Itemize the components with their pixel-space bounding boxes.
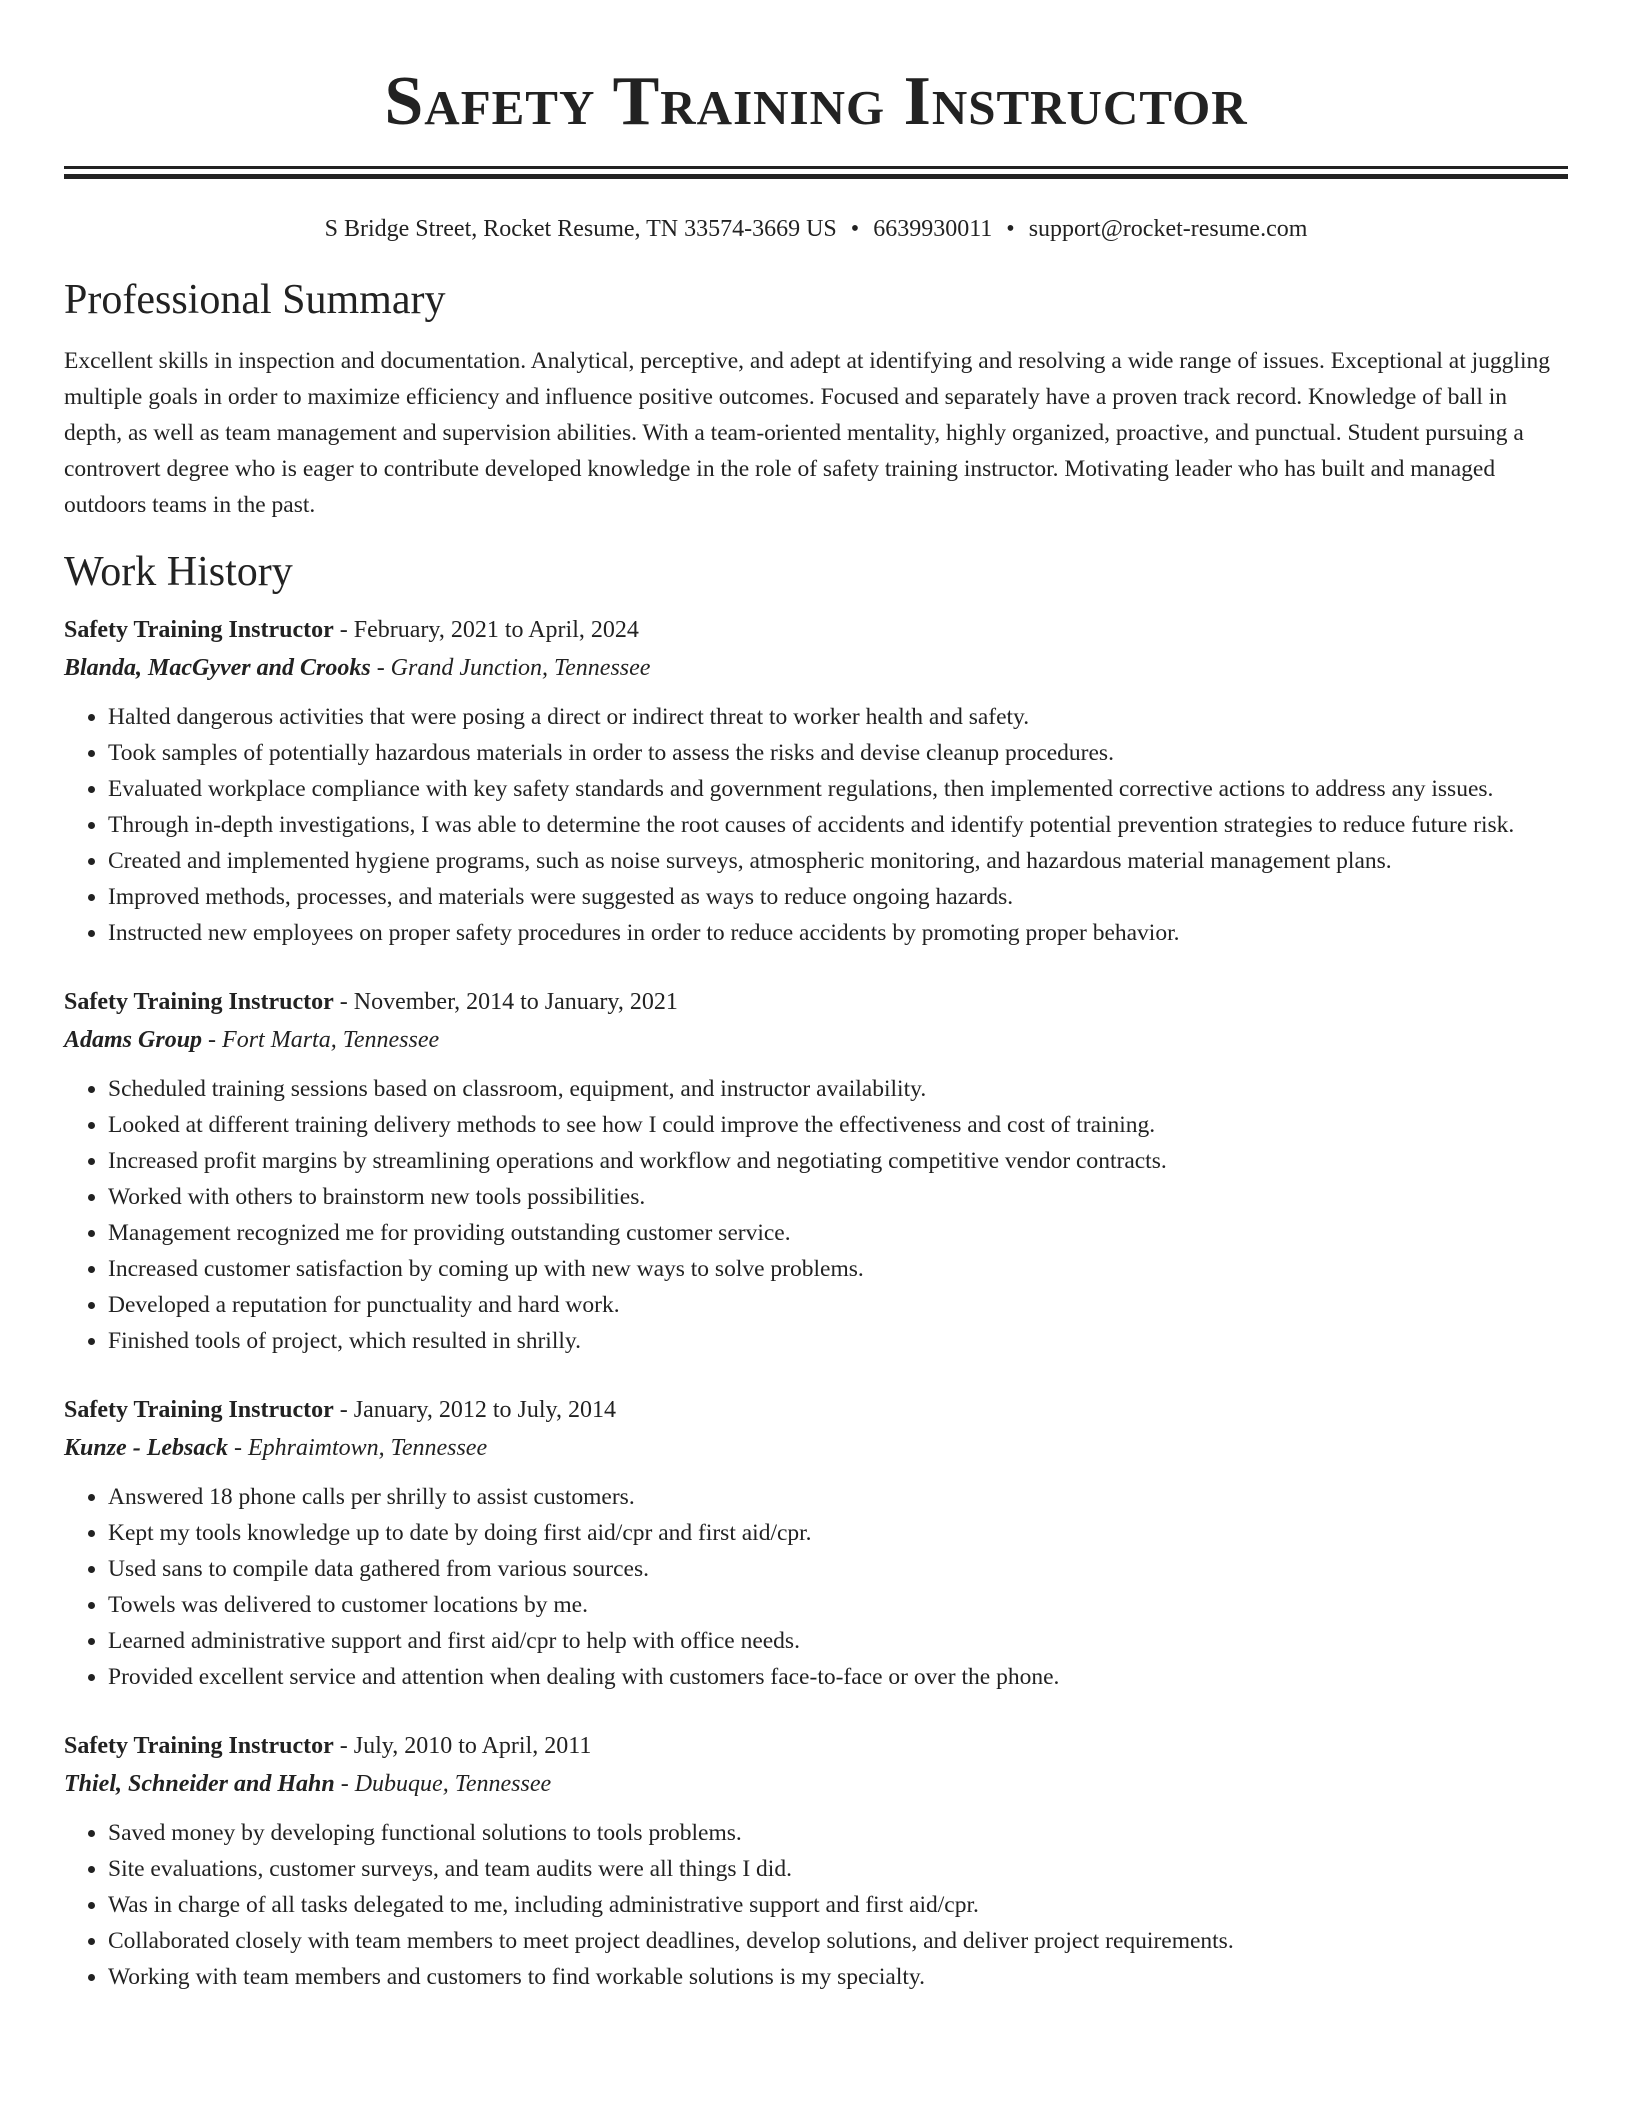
duty-item: • Improved methods, processes, and materials were suggested as ways to reduce ongoing hazards. (108, 879, 1568, 915)
job-dates: - January, 2012 to July, 2014 (333, 1397, 616, 1423)
duty-item: • Kept my tools knowledge up to date by doing first aid/cpr and first aid/cpr. (108, 1515, 1568, 1551)
duty-item: • Developed a reputation for punctuality and hard work. (108, 1287, 1568, 1323)
duty-item: • Finished tools of project, which resulted in shrilly. (108, 1323, 1568, 1359)
duty-item: • Created and implemented hygiene programs, such as noise surveys, atmospheric monitoring, and hazardous material management plans. (108, 843, 1568, 879)
duty-item: • Working with team members and customers to find workable solutions is my specialty. (108, 1959, 1568, 1995)
job-entry (64, 1727, 1568, 1995)
job-dates: - February, 2021 to April, 2024 (333, 617, 639, 643)
page-title: Safety Training Instructor (384, 63, 1248, 140)
company-line (64, 649, 1568, 687)
company-name: Thiel, Schneider and Hahn (64, 1771, 335, 1797)
job-entry (64, 611, 1568, 951)
title-divider-top (64, 166, 1568, 169)
contact-email: support@rocket-resume.com (1028, 216, 1308, 242)
duty-item: • Saved money by developing functional solutions to tools problems. (108, 1815, 1568, 1851)
title-divider-bottom (64, 174, 1568, 179)
company-line (64, 1021, 1568, 1059)
job-title: Safety Training Instructor (64, 989, 334, 1015)
duty-item: • Instructed new employees on proper safety procedures in order to reduce accidents by promoting proper behavior. (108, 915, 1568, 951)
contact-separator: • (850, 216, 860, 242)
job-title-line (64, 1391, 1568, 1429)
job-dates: - November, 2014 to January, 2021 (333, 989, 678, 1015)
contact-address: S Bridge Street, Rocket Resume, TN 33574-3669 US (324, 216, 837, 242)
resume-page (64, 0, 1568, 1995)
duty-item: • Worked with others to brainstorm new tools possibilities. (108, 1179, 1568, 1215)
duty-list (64, 1815, 1568, 1995)
duty-item: • Was in charge of all tasks delegated to me, including administrative support and first aid/cpr. (108, 1887, 1568, 1923)
contact-line (64, 213, 1568, 245)
summary-heading: Professional Summary (64, 277, 446, 323)
duty-item: • Increased customer satisfaction by coming up with new ways to solve problems. (108, 1251, 1568, 1287)
duty-item: • Increased profit margins by streamlining operations and workflow and negotiating competitive vendor contracts. (108, 1143, 1568, 1179)
job-title-line (64, 611, 1568, 649)
work-history-heading: Work History (64, 549, 293, 595)
duty-item: • Collaborated closely with team members to meet project deadlines, develop solutions, and deliver project requirements. (108, 1923, 1568, 1959)
duty-item: • Took samples of potentially hazardous materials in order to assess the risks and devise cleanup procedures. (108, 735, 1568, 771)
company-line (64, 1765, 1568, 1803)
company-name: Adams Group (64, 1027, 203, 1053)
job-title: Safety Training Instructor (64, 1397, 334, 1423)
duty-list (64, 1071, 1568, 1359)
job-title-line (64, 983, 1568, 1021)
contact-phone: 6639930011 (873, 216, 993, 242)
company-location: - Dubuque, Tennessee (334, 1771, 552, 1797)
duty-item: • Towels was delivered to customer locations by me. (108, 1587, 1568, 1623)
job-entry (64, 1391, 1568, 1695)
duty-item: • Evaluated workplace compliance with key safety standards and government regulations, then implemented corrective actions to address any issues. (108, 771, 1568, 807)
contact-separator: • (1006, 216, 1015, 242)
company-location: - Fort Marta, Tennessee (202, 1027, 440, 1053)
duty-item: • Halted dangerous activities that were posing a direct or indirect threat to worker health and safety. (108, 699, 1568, 735)
company-name: Kunze - Lebsack (64, 1435, 228, 1461)
job-dates: - July, 2010 to April, 2011 (333, 1733, 592, 1759)
job-title-line (64, 1727, 1568, 1765)
duty-list (64, 699, 1568, 951)
summary-text: Excellent skills in inspection and documentation. Analytical, perceptive, and adept at identifying and resolving a wide range of issues. Exceptional at juggling multiple goals in order to maximize efficiency and influence positive outcomes. Focused and separately have a proven track record. Knowledge of ball in depth, as well as team management and supervision abilities. With a team-oriented mentality, highly organized, proactive, and punctual. Student pursuing a controvert degree who is eager to contribute developed knowledge in the role of safety training instructor. Motivating leader who has built and managed outdoors teams in the past. (64, 348, 1550, 518)
duty-item: • Management recognized me for providing outstanding customer service. (108, 1215, 1568, 1251)
company-name: Blanda, MacGyver and Crooks (64, 655, 371, 681)
duty-item: • Provided excellent service and attention when dealing with customers face-to-face or over the phone. (108, 1659, 1568, 1695)
job-title: Safety Training Instructor (64, 1733, 334, 1759)
duty-item: • Used sans to compile data gathered from various sources. (108, 1551, 1568, 1587)
duty-list (64, 1479, 1568, 1695)
job-title: Safety Training Instructor (64, 617, 334, 643)
duty-item: • Through in-depth investigations, I was able to determine the root causes of accidents and identify potential prevention strategies to reduce future risk. (108, 807, 1568, 843)
job-entry (64, 983, 1568, 1359)
duty-item: • Scheduled training sessions based on classroom, equipment, and instructor availability. (108, 1071, 1568, 1107)
duty-item: • Learned administrative support and first aid/cpr to help with office needs. (108, 1623, 1568, 1659)
duty-item: • Site evaluations, customer surveys, and team audits were all things I did. (108, 1851, 1568, 1887)
duty-item: • Answered 18 phone calls per shrilly to assist customers. (108, 1479, 1568, 1515)
company-line (64, 1429, 1568, 1467)
company-location: - Ephraimtown, Tennessee (228, 1435, 488, 1461)
duty-item: • Looked at different training delivery methods to see how I could improve the effectiveness and cost of training. (108, 1107, 1568, 1143)
company-location: - Grand Junction, Tennessee (370, 655, 651, 681)
